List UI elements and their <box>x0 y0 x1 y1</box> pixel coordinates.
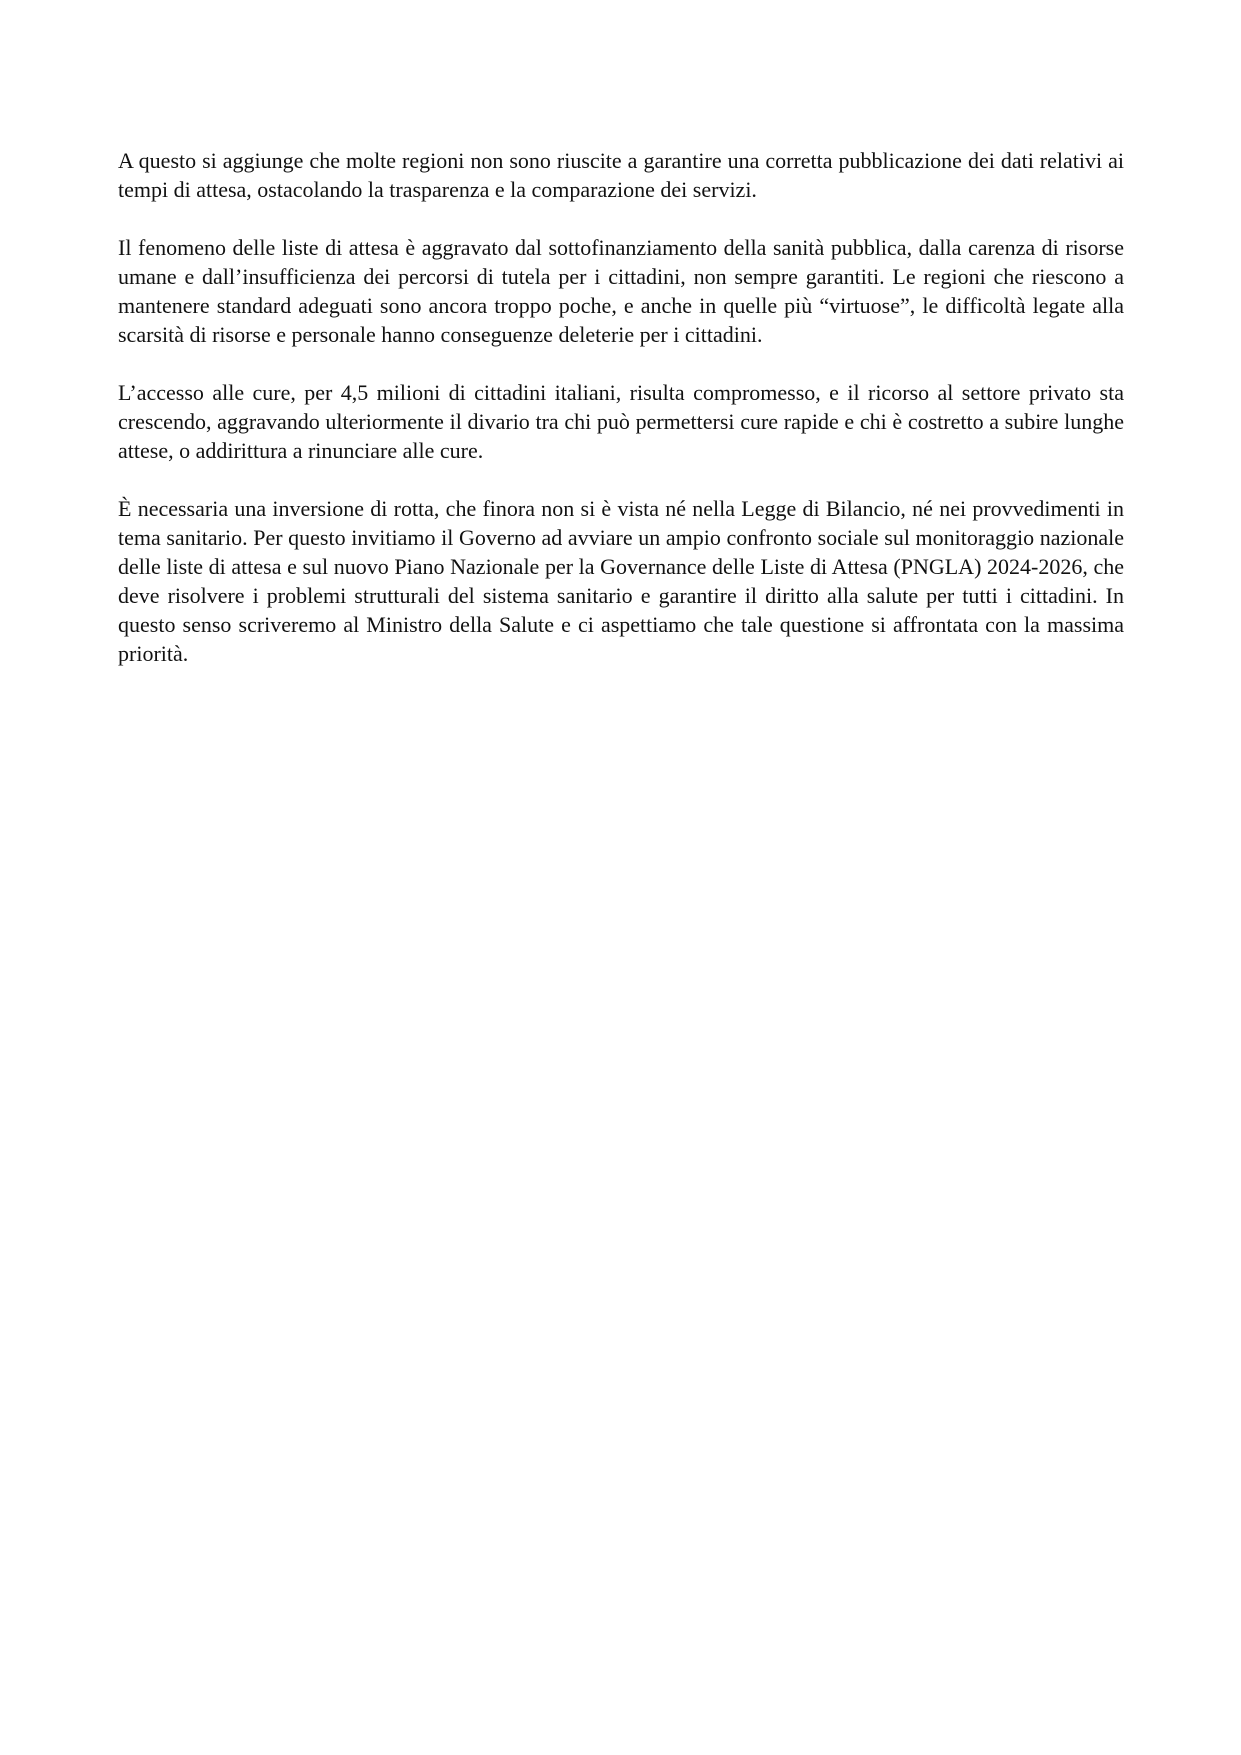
paragraph-call-to-action: È necessaria una inversione di rotta, che finora non si è vista né nella Legge di Bilancio, né nei provvedimenti in tema sanitario. Per questo invitiamo il Governo ad avviare un ampio confronto sociale sul monitoraggio nazionale delle liste di attesa e sul nuovo Piano Nazionale per la Governance delle Liste di Attesa (PNGLA) 2024-2026, che deve risolvere i problemi strutturali del sistema sanitario e garantire il diritto alla salute per tutti i cittadini. In questo senso scriveremo al Ministro della Salute e ci aspettiamo che tale questione si affrontata con la massima priorità. <box>118 496 1124 666</box>
paragraph-access-to-care: L’accesso alle cure, per 4,5 milioni di cittadini italiani, risulta compromesso, e il ricorso al settore privato sta crescendo, aggravando ulteriormente il divario tra chi può permettersi cure rapide e chi è costretto a subire lunghe attese, o addirittura a rinunciare alle cure. <box>118 380 1124 463</box>
paragraph-waiting-lists: Il fenomeno delle liste di attesa è aggravato dal sottofinanziamento della sanità pubblica, dalla carenza di risorse umane e dall’insufficienza dei percorsi di tutela per i cittadini, non sempre garantiti. Le regioni che riescono a mantenere standard adeguati sono ancora troppo poche, e anche in quelle più “virtuose”, le difficoltà legate alla scarsità di risorse e personale hanno conseguenze deleterie per i cittadini. <box>118 235 1124 347</box>
document-body <box>118 146 1124 697</box>
paragraph-publication-data: A questo si aggiunge che molte regioni non sono riuscite a garantire una corretta pubblicazione dei dati relativi ai tempi di attesa, ostacolando la trasparenza e la comparazione dei servizi. <box>118 148 1124 202</box>
